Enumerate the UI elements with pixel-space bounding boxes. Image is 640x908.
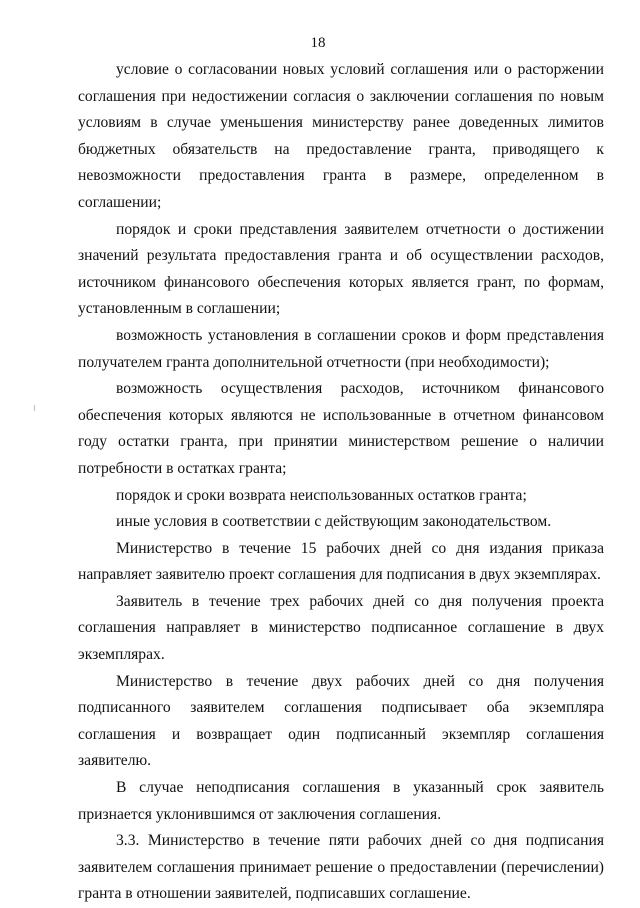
paragraph-agreement-terms-condition: условие о согласовании новых условий соглашения или о расторжении соглашения при недостижении согласия о заключении соглашения по новым условиям в случае уменьшения министерству ранее доведенных лимитов бюджетных обязательств на предоставление гранта, приводящего к невозможности предоставления гранта в размере, определенном в соглашении; [78, 61, 604, 211]
paragraph-applicant-returns-signed: Заявитель в течение трех рабочих дней со дня получения проекта соглашения направляет в министерство подписанное соглашение в двух экземплярах. [78, 592, 604, 664]
page-number: 18 [310, 35, 326, 51]
paragraph-reporting-order: порядок и сроки представления заявителем отчетности о достижении значений результата предоставления гранта и об осуществлении расходов, источником финансового обеспечения которых является грант, по формам, установленным в соглашении; [78, 220, 604, 318]
paragraph-unused-balance-expenses: возможность осуществления расходов, источником финансового обеспечения которых являются не использованные в отчетном финансовом году остатки гранта, при принятии министерством решение о наличии потребности в остатках гранта; [78, 380, 604, 477]
paragraph-return-of-balance: порядок и сроки возврата неиспользованных остатков гранта; [116, 486, 527, 504]
margin-mark [34, 405, 35, 411]
paragraph-evasion: В случае неподписания соглашения в указанный срок заявитель признается уклонившимся от заключения соглашения. [78, 779, 604, 823]
paragraph-other-conditions: иные условия в соответствии с действующим законодательством. [116, 513, 552, 531]
paragraph-additional-reporting: возможность установления в соглашении сроков и форм представления получателем гранта дополнительной отчетности (при необходимости); [78, 326, 604, 371]
paragraph-ministry-signs-both: Министерство в течение двух рабочих дней со дня получения подписанного заявителем соглашения подписывает оба экземпляра соглашения и возвращает один подписанный экземпляр соглашения заявителю. [78, 672, 604, 770]
paragraph-section-3-3: 3.3. Министерство в течение пяти рабочих дней со дня подписания заявителем соглашения принимает решение о предоставлении (перечислении) гранта в отношении заявителей, подписавших соглашение. [78, 832, 604, 903]
document-body [78, 57, 604, 908]
paragraph-ministry-sends-draft: Министерство в течение 15 рабочих дней со дня издания приказа направляет заявителю проект соглашения для подписания в двух экземплярах. [78, 539, 604, 584]
